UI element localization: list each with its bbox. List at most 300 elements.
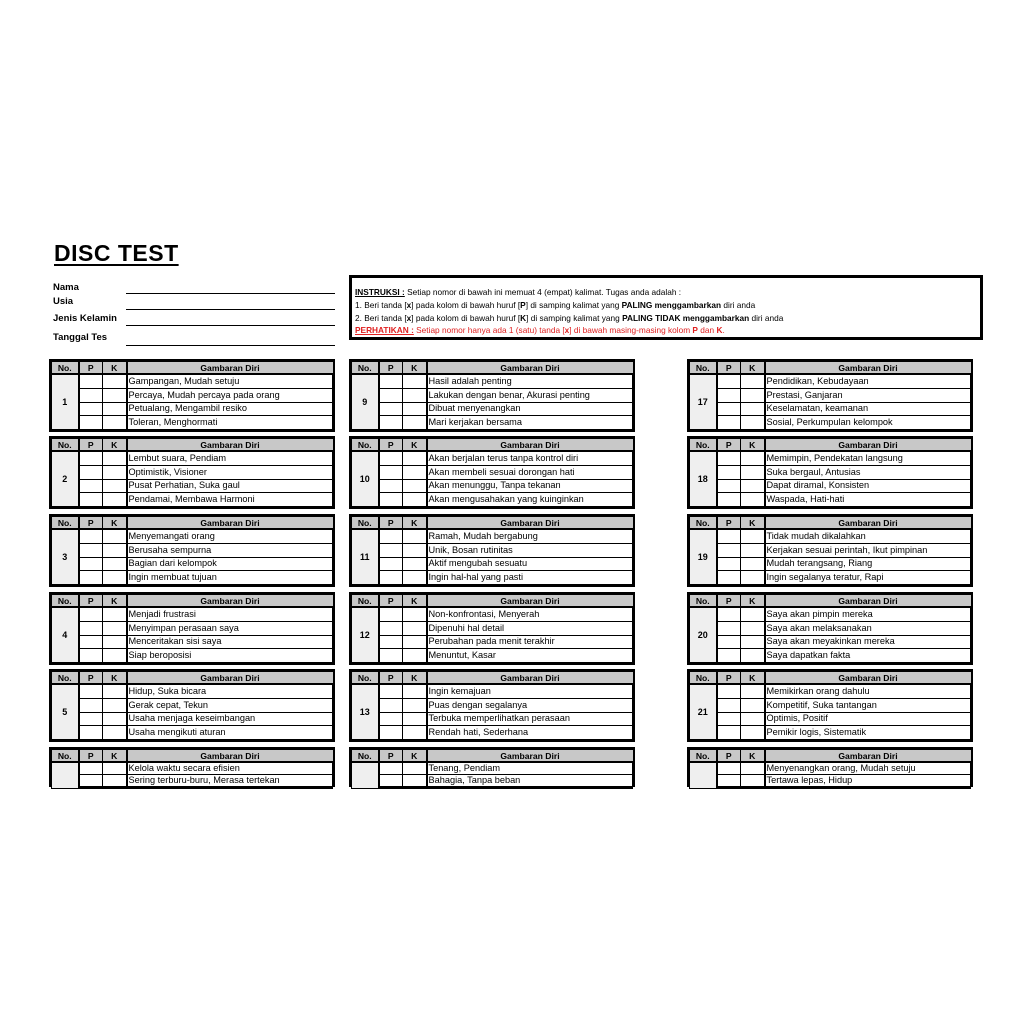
k-checkbox[interactable] (741, 529, 765, 543)
statement-text: Pendamai, Membawa Harmoni (127, 493, 333, 507)
p-checkbox[interactable] (717, 571, 741, 585)
statement-text: Toleran, Menghormati (127, 416, 333, 430)
table-row (352, 402, 633, 416)
k-checkbox[interactable] (103, 684, 127, 698)
k-checkbox[interactable] (741, 557, 765, 571)
statement-text: Tertawa lepas, Hidup (765, 775, 971, 787)
k-checkbox[interactable] (741, 762, 765, 775)
statement-text (127, 788, 333, 789)
statement-text: Memikirkan orang dahulu (765, 684, 971, 698)
k-checkbox[interactable] (741, 402, 765, 416)
p-checkbox[interactable] (79, 465, 103, 479)
k-checkbox[interactable] (403, 493, 427, 507)
table-row (352, 388, 633, 402)
header-gambaran-diri: Gambaran Diri (127, 439, 333, 452)
header-k: K (403, 439, 427, 452)
header-gambaran-diri: Gambaran Diri (765, 672, 971, 685)
question-block (687, 436, 973, 509)
k-checkbox[interactable] (403, 388, 427, 402)
statement-text: Ingin kemajuan (427, 684, 633, 698)
statement-text: Waspada, Hati-hati (765, 493, 971, 507)
instructions-line-2: 2. Beri tanda [x] pada kolom di bawah huruf [K] di samping kalimat yang PALING TIDAK menggambarkan diri anda (355, 312, 784, 323)
header-no: No. (52, 595, 79, 608)
field-label-usia: Usia (53, 296, 74, 307)
header-k: K (103, 517, 127, 530)
header-p: P (79, 517, 103, 530)
question-number: 20 (690, 607, 717, 663)
header-p: P (379, 362, 403, 375)
k-checkbox[interactable] (403, 621, 427, 635)
table-row (52, 698, 333, 712)
k-checkbox[interactable] (103, 621, 127, 635)
k-checkbox[interactable] (741, 451, 765, 465)
statement-text: Unik, Bosan rutinitas (427, 543, 633, 557)
header-p: P (79, 672, 103, 685)
statement-text: Prestasi, Ganjaran (765, 388, 971, 402)
statement-text: Saya akan meyakinkan mereka (765, 635, 971, 649)
header-k: K (403, 517, 427, 530)
table-row (52, 465, 333, 479)
statement-text: Kompetitif, Suka tantangan (765, 698, 971, 712)
table-row (352, 374, 633, 388)
table-row (52, 416, 333, 430)
p-checkbox[interactable] (379, 684, 403, 698)
p-checkbox[interactable] (79, 571, 103, 585)
table-row (52, 493, 333, 507)
table-row (690, 788, 971, 789)
header-gambaran-diri: Gambaran Diri (127, 672, 333, 685)
question-block (349, 669, 635, 742)
k-checkbox[interactable] (741, 388, 765, 402)
k-checkbox[interactable] (741, 621, 765, 635)
header-k: K (741, 517, 765, 530)
p-checkbox[interactable] (717, 529, 741, 543)
table-row (352, 493, 633, 507)
table-row (690, 698, 971, 712)
k-checkbox[interactable] (403, 775, 427, 787)
k-checkbox[interactable] (103, 557, 127, 571)
statement-text: Percaya, Mudah percaya pada orang (127, 388, 333, 402)
table-row (690, 712, 971, 726)
k-checkbox[interactable] (741, 493, 765, 507)
p-checkbox[interactable] (79, 388, 103, 402)
k-checkbox[interactable] (403, 635, 427, 649)
p-checkbox[interactable] (379, 726, 403, 740)
statement-text: Kelola waktu secara efisien (127, 762, 333, 775)
field-line-jenis-kelamin[interactable] (126, 325, 335, 326)
p-checkbox[interactable] (79, 684, 103, 698)
k-checkbox[interactable] (403, 684, 427, 698)
p-checkbox[interactable] (79, 762, 103, 775)
question-block (49, 747, 335, 787)
header-p: P (379, 439, 403, 452)
k-checkbox[interactable] (741, 698, 765, 712)
header-no: No. (52, 439, 79, 452)
statement-text: Saya akan melaksanakan (765, 621, 971, 635)
p-checkbox[interactable] (717, 684, 741, 698)
table-row (690, 726, 971, 740)
p-checkbox[interactable] (379, 557, 403, 571)
header-gambaran-diri: Gambaran Diri (127, 595, 333, 608)
p-checkbox[interactable] (717, 402, 741, 416)
header-no: No. (52, 750, 79, 763)
p-checkbox[interactable] (79, 451, 103, 465)
p-checkbox[interactable] (379, 465, 403, 479)
statement-text: Optimis, Positif (765, 712, 971, 726)
table-row (352, 416, 633, 430)
p-checkbox[interactable] (717, 479, 741, 493)
statement-text: Akan menunggu, Tanpa tekanan (427, 479, 633, 493)
k-checkbox[interactable] (741, 465, 765, 479)
p-checkbox[interactable] (717, 762, 741, 775)
p-checkbox[interactable] (717, 649, 741, 663)
p-checkbox[interactable] (717, 388, 741, 402)
statement-text: Menjadi frustrasi (127, 607, 333, 621)
statement-text (427, 788, 633, 789)
k-checkbox[interactable] (103, 416, 127, 430)
p-checkbox[interactable] (79, 775, 103, 787)
question-number: 9 (352, 374, 379, 430)
k-checkbox[interactable] (103, 775, 127, 787)
p-checkbox[interactable] (717, 775, 741, 787)
header-no: No. (52, 672, 79, 685)
instructions-box (349, 275, 983, 340)
table-row (52, 607, 333, 621)
p-checkbox[interactable] (379, 479, 403, 493)
p-checkbox[interactable] (79, 416, 103, 430)
k-checkbox[interactable] (403, 374, 427, 388)
p-checkbox[interactable] (717, 465, 741, 479)
statement-text: Dapat diramal, Konsisten (765, 479, 971, 493)
header-p: P (717, 362, 741, 375)
k-checkbox[interactable] (741, 543, 765, 557)
p-checkbox[interactable] (79, 402, 103, 416)
question-block (687, 514, 973, 587)
k-checkbox[interactable] (103, 726, 127, 740)
statement-text: Gampangan, Mudah setuju (127, 374, 333, 388)
question-block (349, 747, 635, 787)
header-k: K (103, 595, 127, 608)
p-checkbox[interactable] (379, 493, 403, 507)
k-checkbox[interactable] (103, 451, 127, 465)
header-p: P (717, 672, 741, 685)
p-checkbox[interactable] (717, 698, 741, 712)
header-gambaran-diri: Gambaran Diri (127, 362, 333, 375)
p-checkbox[interactable] (379, 543, 403, 557)
question-block (49, 592, 335, 665)
table-row (52, 543, 333, 557)
p-checkbox[interactable] (379, 451, 403, 465)
header-gambaran-diri: Gambaran Diri (127, 750, 333, 763)
question-block (687, 747, 973, 787)
question-number: 11 (352, 529, 379, 585)
k-checkbox[interactable] (403, 402, 427, 416)
p-checkbox[interactable] (379, 374, 403, 388)
statement-text: Ingin hal-hal yang pasti (427, 571, 633, 585)
statement-text: Optimistik, Visioner (127, 465, 333, 479)
p-checkbox[interactable] (379, 775, 403, 787)
k-checkbox[interactable] (403, 529, 427, 543)
instructions-line-1: 1. Beri tanda [x] pada kolom di bawah huruf [P] di samping kalimat yang PALING menggambarkan diri anda (355, 299, 756, 310)
p-checkbox[interactable] (79, 635, 103, 649)
statement-text: Perubahan pada menit terakhir (427, 635, 633, 649)
p-checkbox[interactable] (79, 788, 103, 789)
k-checkbox[interactable] (403, 712, 427, 726)
header-p: P (379, 517, 403, 530)
p-checkbox[interactable] (379, 621, 403, 635)
p-checkbox[interactable] (717, 635, 741, 649)
table-row (352, 649, 633, 663)
p-checkbox[interactable] (379, 635, 403, 649)
statement-text: Pendidikan, Kebudayaan (765, 374, 971, 388)
p-checkbox[interactable] (79, 493, 103, 507)
table-row (690, 543, 971, 557)
header-p: P (717, 750, 741, 763)
header-p: P (717, 517, 741, 530)
p-checkbox[interactable] (379, 529, 403, 543)
p-checkbox[interactable] (717, 621, 741, 635)
statement-text: Akan mengusahakan yang kuinginkan (427, 493, 633, 507)
header-k: K (403, 672, 427, 685)
statement-text: Gerak cepat, Tekun (127, 698, 333, 712)
k-checkbox[interactable] (741, 788, 765, 789)
statement-text: Sosial, Perkumpulan kelompok (765, 416, 971, 430)
k-checkbox[interactable] (103, 529, 127, 543)
k-checkbox[interactable] (403, 465, 427, 479)
p-checkbox[interactable] (717, 607, 741, 621)
header-no: No. (52, 517, 79, 530)
table-row (352, 451, 633, 465)
header-gambaran-diri: Gambaran Diri (765, 750, 971, 763)
k-checkbox[interactable] (741, 416, 765, 430)
p-checkbox[interactable] (379, 712, 403, 726)
table-row (690, 388, 971, 402)
k-checkbox[interactable] (103, 374, 127, 388)
field-line-nama[interactable] (126, 293, 335, 294)
header-no: No. (352, 595, 379, 608)
field-line-usia[interactable] (126, 309, 335, 310)
header-no: No. (352, 672, 379, 685)
k-checkbox[interactable] (403, 543, 427, 557)
statement-text: Petualang, Mengambil resiko (127, 402, 333, 416)
p-checkbox[interactable] (717, 557, 741, 571)
k-checkbox[interactable] (403, 698, 427, 712)
k-checkbox[interactable] (103, 543, 127, 557)
p-checkbox[interactable] (717, 374, 741, 388)
k-checkbox[interactable] (103, 402, 127, 416)
field-label-tanggal-tes: Tanggal Tes (53, 332, 108, 343)
statement-text: Bagian dari kelompok (127, 557, 333, 571)
k-checkbox[interactable] (103, 465, 127, 479)
header-gambaran-diri: Gambaran Diri (765, 362, 971, 375)
question-block (687, 669, 973, 742)
question-block (687, 592, 973, 665)
header-gambaran-diri: Gambaran Diri (427, 750, 633, 763)
table-row (690, 465, 971, 479)
statement-text: Keselamatan, keamanan (765, 402, 971, 416)
header-no: No. (52, 362, 79, 375)
k-checkbox[interactable] (103, 571, 127, 585)
p-checkbox[interactable] (79, 557, 103, 571)
table-row (690, 571, 971, 585)
table-row (52, 402, 333, 416)
k-checkbox[interactable] (741, 684, 765, 698)
k-checkbox[interactable] (741, 479, 765, 493)
instructions-intro: INSTRUKSI : Setiap nomor di bawah ini memuat 4 (empat) kalimat. Tugas anda adalah : (355, 287, 682, 297)
p-checkbox[interactable] (717, 451, 741, 465)
header-no: No. (690, 672, 717, 685)
table-row (690, 529, 971, 543)
p-checkbox[interactable] (79, 543, 103, 557)
table-row (352, 726, 633, 740)
k-checkbox[interactable] (103, 635, 127, 649)
header-p: P (379, 750, 403, 763)
p-checkbox[interactable] (79, 621, 103, 635)
table-row (690, 775, 971, 787)
k-checkbox[interactable] (741, 571, 765, 585)
header-gambaran-diri: Gambaran Diri (427, 595, 633, 608)
k-checkbox[interactable] (103, 388, 127, 402)
k-checkbox[interactable] (403, 649, 427, 663)
k-checkbox[interactable] (403, 762, 427, 775)
instructions-warning: PERHATIKAN : Setiap nomor hanya ada 1 (satu) tanda [x] di bawah masing-masing kolom P dan K. (355, 325, 725, 336)
statement-text: Mari kerjakan bersama (427, 416, 633, 430)
k-checkbox[interactable] (103, 479, 127, 493)
header-no: No. (690, 439, 717, 452)
k-checkbox[interactable] (403, 451, 427, 465)
question-number: 13 (352, 684, 379, 740)
header-p: P (79, 750, 103, 763)
k-checkbox[interactable] (403, 416, 427, 430)
table-row (690, 621, 971, 635)
header-k: K (741, 439, 765, 452)
p-checkbox[interactable] (717, 712, 741, 726)
k-checkbox[interactable] (103, 493, 127, 507)
field-label-nama: Nama (53, 282, 79, 293)
p-checkbox[interactable] (79, 374, 103, 388)
statement-text: Pemikir logis, Sistematik (765, 726, 971, 740)
p-checkbox[interactable] (379, 571, 403, 585)
k-checkbox[interactable] (403, 607, 427, 621)
question-block (349, 592, 635, 665)
p-checkbox[interactable] (79, 698, 103, 712)
p-checkbox[interactable] (79, 607, 103, 621)
k-checkbox[interactable] (741, 649, 765, 663)
question-number (690, 762, 717, 789)
statement-text: Menyimpan perasaan saya (127, 621, 333, 635)
table-row (352, 788, 633, 789)
statement-text: Usaha mengikuti aturan (127, 726, 333, 740)
p-checkbox[interactable] (79, 726, 103, 740)
p-checkbox[interactable] (379, 698, 403, 712)
k-checkbox[interactable] (403, 479, 427, 493)
question-number: 4 (52, 607, 79, 663)
p-checkbox[interactable] (79, 649, 103, 663)
p-checkbox[interactable] (717, 493, 741, 507)
statement-text: Saya dapatkan fakta (765, 649, 971, 663)
statement-text: Akan membeli sesuai dorongan hati (427, 465, 633, 479)
statement-text: Hasil adalah penting (427, 374, 633, 388)
table-row (352, 479, 633, 493)
p-checkbox[interactable] (717, 788, 741, 789)
k-checkbox[interactable] (741, 712, 765, 726)
table-row (352, 712, 633, 726)
table-row (52, 479, 333, 493)
p-checkbox[interactable] (717, 416, 741, 430)
question-number: 21 (690, 684, 717, 740)
p-checkbox[interactable] (379, 762, 403, 775)
question-number: 17 (690, 374, 717, 430)
header-no: No. (690, 595, 717, 608)
k-checkbox[interactable] (403, 788, 427, 789)
p-checkbox[interactable] (717, 726, 741, 740)
header-k: K (403, 750, 427, 763)
k-checkbox[interactable] (741, 607, 765, 621)
p-checkbox[interactable] (79, 712, 103, 726)
k-checkbox[interactable] (741, 635, 765, 649)
p-checkbox[interactable] (717, 543, 741, 557)
table-row (690, 451, 971, 465)
statement-text: Menyemangati orang (127, 529, 333, 543)
header-p: P (717, 439, 741, 452)
p-checkbox[interactable] (79, 529, 103, 543)
p-checkbox[interactable] (79, 479, 103, 493)
header-p: P (79, 595, 103, 608)
statement-text: Aktif mengubah sesuatu (427, 557, 633, 571)
k-checkbox[interactable] (103, 762, 127, 775)
table-row (352, 607, 633, 621)
k-checkbox[interactable] (103, 649, 127, 663)
k-checkbox[interactable] (741, 726, 765, 740)
k-checkbox[interactable] (403, 571, 427, 585)
document-title: DISC TEST (54, 240, 179, 266)
statement-text: Ramah, Mudah bergabung (427, 529, 633, 543)
statement-text: Terbuka memperlihatkan perasaan (427, 712, 633, 726)
k-checkbox[interactable] (103, 607, 127, 621)
p-checkbox[interactable] (379, 607, 403, 621)
header-no: No. (352, 439, 379, 452)
question-block (349, 359, 635, 432)
question-number: 2 (52, 451, 79, 507)
k-checkbox[interactable] (103, 712, 127, 726)
table-row (352, 762, 633, 775)
table-row (52, 788, 333, 789)
question-number: 5 (52, 684, 79, 740)
k-checkbox[interactable] (403, 557, 427, 571)
header-gambaran-diri: Gambaran Diri (765, 595, 971, 608)
k-checkbox[interactable] (741, 775, 765, 787)
table-row (52, 684, 333, 698)
statement-text: Rendah hati, Sederhana (427, 726, 633, 740)
header-p: P (379, 595, 403, 608)
p-checkbox[interactable] (379, 416, 403, 430)
field-line-tanggal-tes[interactable] (126, 345, 335, 346)
table-row (690, 374, 971, 388)
header-no: No. (352, 750, 379, 763)
statement-text: Dipenuhi hal detail (427, 621, 633, 635)
k-checkbox[interactable] (741, 374, 765, 388)
table-row (52, 649, 333, 663)
header-k: K (403, 362, 427, 375)
k-checkbox[interactable] (403, 726, 427, 740)
k-checkbox[interactable] (103, 788, 127, 789)
table-row (690, 479, 971, 493)
k-checkbox[interactable] (103, 698, 127, 712)
p-checkbox[interactable] (379, 402, 403, 416)
p-checkbox[interactable] (379, 388, 403, 402)
p-checkbox[interactable] (379, 649, 403, 663)
p-checkbox[interactable] (379, 788, 403, 789)
